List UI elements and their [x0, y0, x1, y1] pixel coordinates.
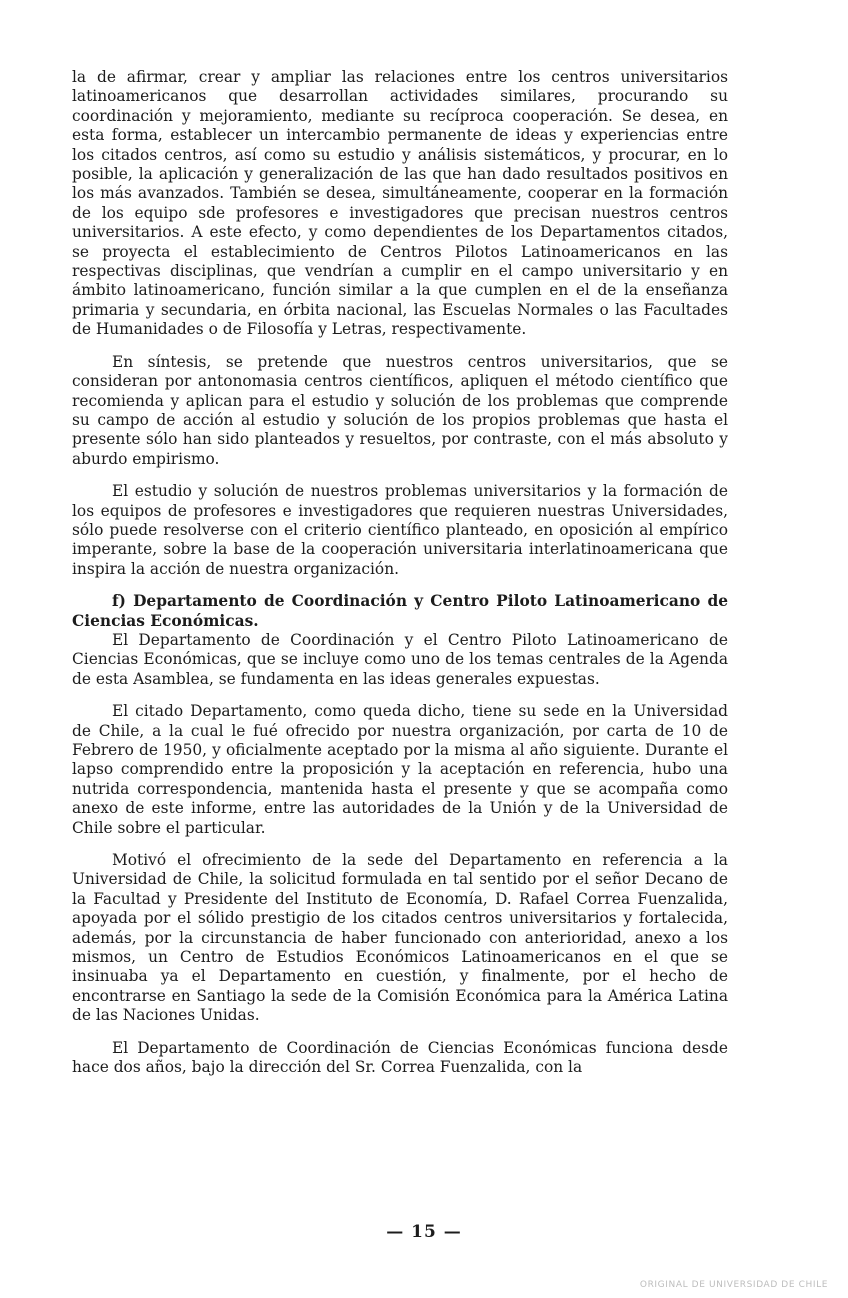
archive-watermark: ORIGINAL DE UNIVERSIDAD DE CHILE [639, 1280, 828, 1290]
paragraph-offer-motivation: Motivó el ofrecimiento de la sede del Departamento en referencia a la Universidad de Chile, la solicitud formulada en tal sentido por el señor Decano de la Facultad y Presidente del Instituto de Economía, D. Rafael Correa Fuenzalida, apoyada por el sólido prestigio de los citados centros universitarios y fortalecida, además, por la circunstancia de haber funcionado con anterioridad, anexo a los mismos, un Centro de Estudios Económicos Latinoamericanos en el que se insinuaba ya el Departamento en cuestión, y finalmente, por el hecho de encontrarse en Santiago la sede de la Comisión Económica para la América Latina de las Naciones Unidas. [72, 851, 728, 1025]
page-number: — 15 — [386, 1222, 462, 1242]
paragraph-synthesis: En síntesis, se pretende que nuestros centros universitarios, que se consideran por antonomasia centros científicos, apliquen el método científico que recomienda y aplican para el estudio y solución de los problemas que comprende su campo de acción al estudio y solución de los propios problemas que hasta el presente sólo han sido planteados y resueltos, por contraste, con el más absoluto y aburdo empirismo. [72, 352, 728, 468]
paragraph-department-intro: El Departamento de Coordinación y el Centro Piloto Latinoamericano de Ciencias Económicas, que se incluye como uno de los temas centrales de la Agenda de esta Asamblea, se fundamenta en las ideas generales expuestas. [72, 630, 728, 688]
paragraph-department-seat: El citado Departamento, como queda dicho, tiene su sede en la Universidad de Chile, a la cual le fué ofrecido por nuestra organización, por carta de 10 de Febrero de 1950, y oficialmente aceptado por la misma al año siguiente. Durante el lapso comprendido entre la proposición y la aceptación en referencia, hubo una nutrida correspondencia, mantenida hasta el presente y que se acompaña como anexo de este informe, entre las autoridades de la Unión y de la Universidad de Chile sobre el particular. [72, 702, 728, 837]
paragraph-continuation: la de afirmar, crear y ampliar las relaciones entre los centros universitarios latinoamericanos que desarrollan actividades similares, procurando su coordinación y mejoramiento, mediante su recíproca cooperación. Se desea, en esta forma, establecer un intercambio permanente de ideas y experiencias entre los citados centros, así como su estudio y análisis sistemáticos, y procurar, en lo posible, la aplicación y generalización de las que han dado resultados positivos en los más avanzados. También se desea, simultáneamente, cooperar en la formación de los equipo sde profesores e investigadores que precisan nuestros centros universitarios. A este efecto, y como dependientes de los Departamentos citados, se proyecta el establecimiento de Centros Pilotos Latinoamericanos en las respectivas disciplinas, que vendrían a cumplir en el campo universitario y en ámbito latinoamericano, función similar a la que cumplen en el de la enseñanza primaria y secundaria, en órbita nacional, las Escuelas Normales o las Facultades de Humanidades o de Filosofía y Letras, respectivamente. [72, 68, 728, 339]
document-page [72, 68, 728, 1091]
paragraph-study: El estudio y solución de nuestros problemas universitarios y la formación de los equipos de profesores e investigadores que requieren nuestras Universidades, sólo puede resolverse con el criterio científico planteado, en oposición al empírico imperante, sobre la base de la cooperación universitaria interlatinoamericana que inspira la acción de nuestra organización. [72, 482, 728, 578]
paragraph-department-function: El Departamento de Coordinación de Ciencias Económicas funciona desde hace dos años, bajo la dirección del Sr. Correa Fuenzalida, con la [72, 1038, 728, 1077]
section-heading: f) Departamento de Coordinación y Centro Piloto Latinoamericano de Ciencias Económicas. [72, 592, 728, 630]
